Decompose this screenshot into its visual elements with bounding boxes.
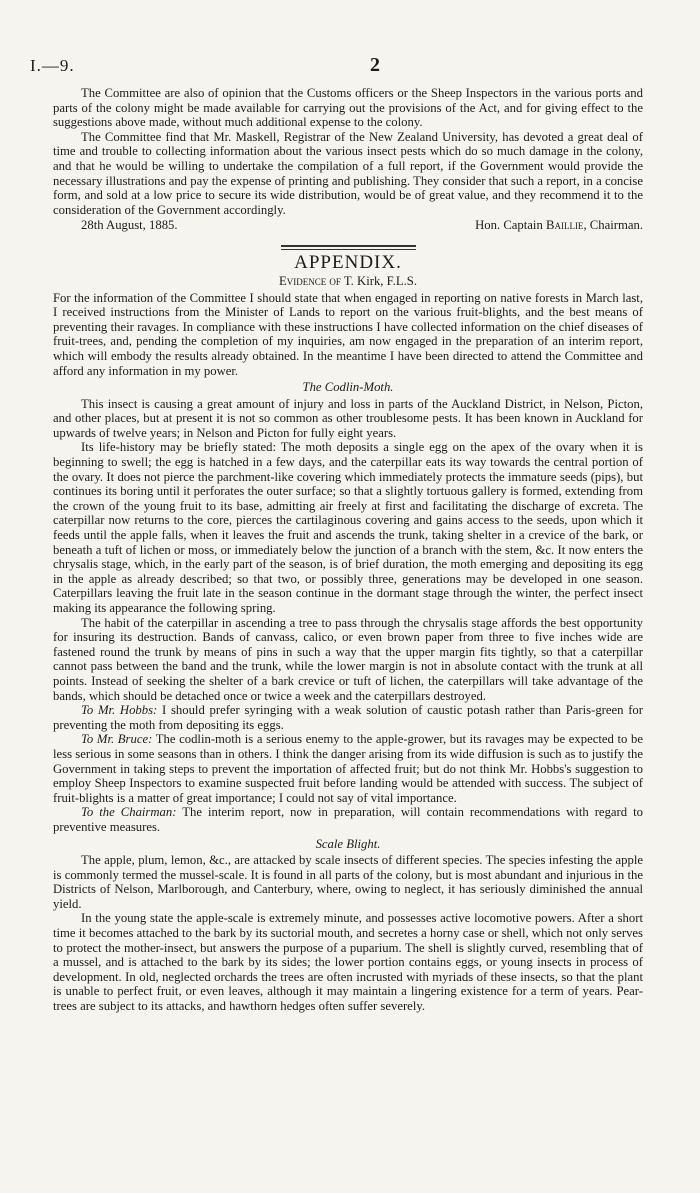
signature-line: [53, 218, 643, 234]
answer-bruce: [53, 732, 643, 805]
section-divider: [281, 245, 416, 250]
scale-paragraph: The apple, plum, lemon, &c., are attacked by scale insects of different species. The species infesting the apple is commonly termed the mussel-scale. It is found in all parts of the colony, but is most abundant and injurious in the Districts of Nelson, Marlborough, and Canterbury, where, owing to neglect, it has seriously diminished the annual yield.: [53, 853, 643, 911]
codlin-moth-heading: The Codlin-Moth.: [302, 380, 394, 395]
scale-paragraph: In the young state the apple-scale is extremely minute, and possesses active locomotive powers. After a short time it becomes attached to the bark by its suctorial mouth, and secretes a horny case or shell, which not only serves to protect the mother-insect, but answers the purpose of a puparium. The shell is slightly curved, resembling that of a mussel, and is attached to the bark by its sides; the lower portion contains eggs, or young insects in process of development. In old, neglected orchards the trees are often incrusted with myriads of these insects, so that the plant is unable to perfect fruit, or even leaves, although it may maintain a lingering existence for a term of years. Pear-trees are subject to its attacks, and hawthorn hedges often suffer severely.: [53, 911, 643, 1014]
answer-hobbs: [53, 703, 643, 732]
signature-suffix: , Chairman.: [583, 218, 643, 233]
report-paragraph: The Committee are also of opinion that the Customs officers or the Sheep Inspectors in the various ports and parts of the colony might be made available for carrying out the provisions of the Act, and for giving effect to the suggestions above made, without much additional expense to the colony.: [53, 86, 643, 130]
evidence-prefix: Evidence of: [279, 273, 341, 288]
appendix-title: APPENDIX.: [294, 252, 402, 274]
signature: [475, 218, 643, 233]
report-date: 28th August, 1885.: [81, 218, 178, 233]
page-body: [53, 86, 643, 1014]
evidence-name: T. Kirk, F.L.S.: [343, 273, 417, 288]
signature-name: Baillie: [545, 218, 584, 233]
codlin-paragraph: Its life-history may be briefly stated: The moth deposits a single egg on the apex of the ovary when it is beginning to swell; the egg is hatched in a few days, and the caterpillar eats its way towards the central portion of the ovary. It does not pierce the parchment-like covering which immediately protects the immature seeds (pips), but continues its boring until it perforates the outer surface; so that a slightly tortuous gallery is formed, extending from the crown of the young fruit to its base, admitting air freely at first and facilitating the discharge of excreta. The caterpillar now returns to the core, pierces the cartilaginous covering and gains access to the seeds, upon which it feeds until the apple falls, when it leaves the fruit and ascends the trunk, taking shelter in a crevice of the bark, or beneath a tuft of lichen or moss, or immediately below the junction of a branch with the stem, &c. It now enters the chrysalis stage, which, in the early part of the season, is of brief duration, the moth emerging and depositing its egg in the apple as already described; so that two, or possibly three, generations may be developed in one season. Caterpillars leaving the fruit late in the season continue in the dormant stage through the winter, the perfect insect making its appearance the following spring.: [53, 440, 643, 615]
answer-label: To Mr. Bruce:: [81, 732, 153, 747]
page-number: 2: [370, 54, 380, 76]
appendix-intro: For the information of the Committee I should state that when engaged in reporting on native forests in March last, I received instructions from the Minister of Lands to report on the various fruit-blights, and the best means of preventing their ravages. In compliance with these instructions I have collected information on the chief diseases of fruit-trees, and, pending the completion of my inquiries, am now engaged in the preparation of an interim report, which will embody the results already obtained. In the meantime I have been directed to attend the Committee and afford any information in my power.: [53, 290, 643, 378]
answer-label: To the Chairman:: [81, 805, 177, 820]
evidence-heading: [53, 274, 643, 289]
codlin-paragraph: The habit of the caterpillar in ascending a tree to pass through the chrysalis stage affords the best opportunity for insuring its destruction. Bands of canvass, calico, or even brown paper from three to five inches wide are fastened round the trunk by means of pins in such a way that the upper margin fits tightly, so that a caterpillar cannot pass between the band and the trunk, while the lower margin is not in absolute contact with the trunk at all points. Instead of seeking the shelter of a bark crevice or tuft of lichen, the caterpillars will take advantage of the bands, which should be detached once or twice a week and the caterpillars destroyed.: [53, 615, 643, 703]
answer-chairman: [53, 805, 643, 834]
page-header: [30, 56, 670, 78]
document-reference: I.—9.: [30, 56, 75, 75]
answer-label: To Mr. Hobbs:: [81, 703, 158, 718]
signature-prefix: Hon. Captain: [475, 218, 543, 233]
scale-blight-heading: Scale Blight.: [315, 836, 381, 851]
answer-text: The interim report, now in preparation, will contain recommendations with regard to preventive measures.: [53, 805, 643, 834]
answer-text: I should prefer syringing with a weak solution of caustic potash rather than Paris-green for preventing the moth from depositing its eggs.: [53, 703, 643, 732]
answer-text: The codlin-moth is a serious enemy to the apple-grower, but its ravages may be expected to be less serious in some seasons than in others. I think the danger arising from its wide diffusion is such as to justify the Government in taking steps to prevent the importation of affected fruit; but do not think Mr. Hobbs's suggestion to employ Sheep Inspectors to examine suspected fruit before landing would be attended with success. The subject of fruit-blights is a matter of great importance; I could not say of vital importance.: [53, 732, 643, 805]
report-paragraph: The Committee find that Mr. Maskell, Registrar of the New Zealand University, has devoted a great deal of time and trouble to collecting information about the various insect pests which do so much damage in the colony, and that he would be willing to undertake the compilation of a full report, if the Government would provide the necessary illustrations and pay the expense of printing and publishing. They consider that such a report, in a concise form, and sold at a low price to secure its wide distribution, would be of great value, and they recommend it to the consideration of the Government accordingly.: [53, 129, 643, 217]
codlin-paragraph: This insect is causing a great amount of injury and loss in parts of the Auckland District, in Nelson, Picton, and other places, but at present it is not so common as other troublesome pests. It has been known in Auckland for upwards of twelve years; in Nelson and Picton for fully eight years.: [53, 396, 643, 440]
